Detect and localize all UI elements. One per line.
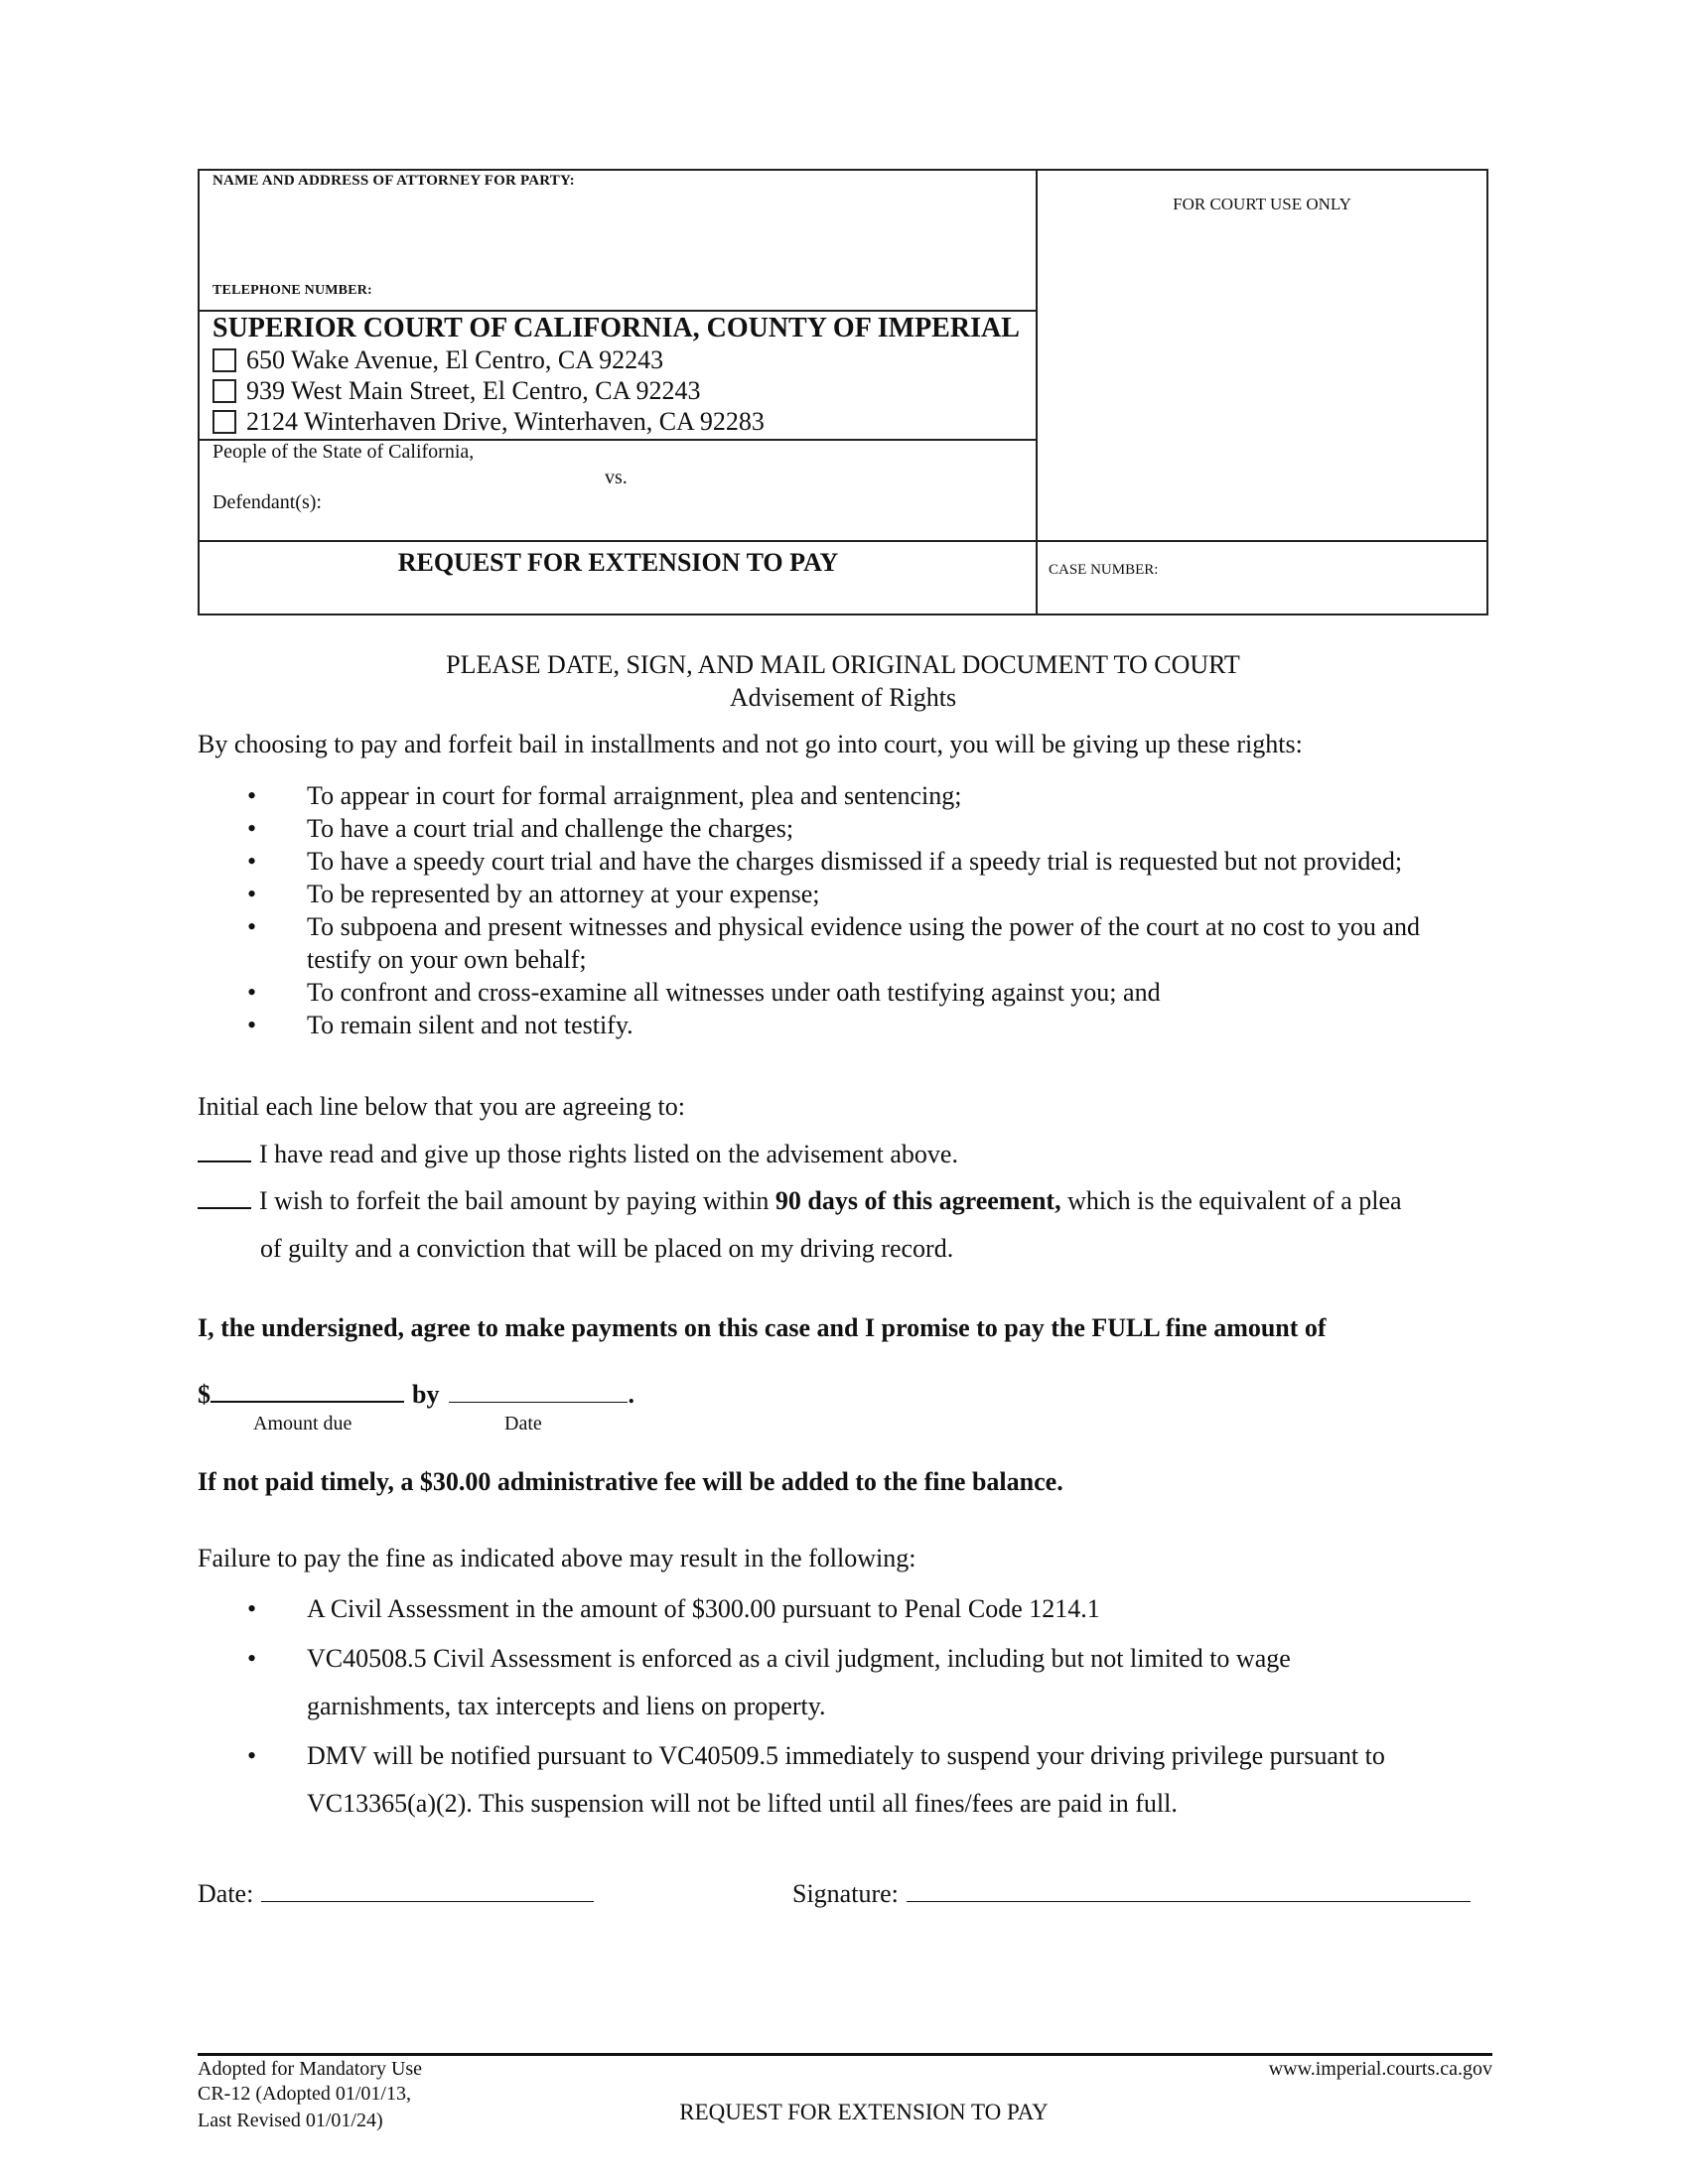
right-item: • To remain silent and not testify. [198, 1009, 1488, 1041]
rights-list [198, 779, 1488, 1041]
footer-website[interactable]: www.imperial.courts.ca.gov [1268, 2058, 1492, 2080]
amount-due-field[interactable] [211, 1400, 404, 1403]
due-date-field[interactable] [449, 1401, 628, 1403]
initial-line-1 [198, 1140, 958, 1169]
right-item: • To confront and cross-examine all witnesses under oath testifying against you; and [198, 976, 1488, 1009]
case-number-label: CASE NUMBER: [1049, 562, 1159, 578]
plaintiff-label: People of the State of California, [212, 441, 475, 463]
mail-notice: PLEASE DATE, SIGN, AND MAIL ORIGINAL DOCUMENT TO COURT [446, 650, 1240, 679]
advisement-title: Advisement of Rights [729, 683, 957, 712]
footer-adopted: Adopted for Mandatory Use [198, 2058, 423, 2080]
footer-title: REQUEST FOR EXTENSION TO PAY [679, 2100, 1049, 2124]
consequences-intro: Failure to pay the fine as indicated above may result in the following: [198, 1544, 916, 1572]
form-title: REQUEST FOR EXTENSION TO PAY [397, 548, 839, 577]
attorney-label: NAME AND ADDRESS OF ATTORNEY FOR PARTY: [212, 173, 575, 189]
address-text-1: 650 Wake Avenue, El Centro, CA 92243 [246, 345, 664, 374]
address-option-2[interactable] [212, 376, 700, 406]
address-text-2: 939 West Main Street, El Centro, CA 92243 [246, 376, 701, 405]
consequence-item: • A Civil Assessment in the amount of $300.00 pursuant to Penal Code 1214.1 [198, 1585, 1488, 1633]
agreement-statement: I, the undersigned, agree to make payments on this case and I promise to pay the FULL fine amount of [198, 1313, 1327, 1342]
right-item: • To have a speedy court trial and have the charges dismissed if a speedy trial is requested but not provided; [198, 845, 1488, 878]
initial-field-1[interactable] [198, 1160, 251, 1162]
address-option-3[interactable] [212, 407, 765, 437]
right-item: • To appear in court for formal arraignment, plea and sentencing; [198, 779, 1488, 812]
date-caption: Date [504, 1413, 542, 1434]
footer-revised: Last Revised 01/01/24) [198, 2110, 383, 2131]
signature-field[interactable] [907, 1900, 1471, 1902]
dollar-sign: $ [198, 1380, 211, 1409]
consequence-item: • VC40508.5 Civil Assessment is enforced as a civil judgment, including but not limited to wage garnishments, tax intercepts and liens on property. [198, 1635, 1488, 1730]
checkbox-address-1[interactable] [212, 348, 236, 372]
footer-form-id: CR-12 (Adopted 01/01/13, [198, 2083, 411, 2105]
signature-line [792, 1879, 1471, 1909]
late-fee-notice: If not paid timely, a $30.00 administrative fee will be added to the fine balance. [198, 1467, 1063, 1496]
initial-text-2-cont: of guilty and a conviction that will be placed on my driving record. [260, 1234, 954, 1263]
initials-intro: Initial each line below that you are agreeing to: [198, 1092, 685, 1121]
defendant-label: Defendant(s): [212, 491, 322, 513]
checkbox-address-2[interactable] [212, 379, 236, 403]
consequence-item: • DMV will be notified pursuant to VC40509.5 immediately to suspend your driving privilege pursuant to VC13365(a)(2). This suspension will not be lifted until all fines/fees are paid in full. [198, 1732, 1488, 1828]
telephone-label: TELEPHONE NUMBER: [212, 283, 372, 298]
caption-box [198, 169, 1488, 615]
checkbox-address-3[interactable] [212, 410, 236, 434]
address-text-3: 2124 Winterhaven Drive, Winterhaven, CA 92283 [246, 407, 765, 436]
amount-due-caption: Amount due [253, 1413, 352, 1434]
right-item: • To have a court trial and challenge the charges; [198, 812, 1488, 845]
rights-intro: By choosing to pay and forfeit bail in installments and not go into court, you will be giving up these rights: [198, 730, 1303, 758]
court-use-label: FOR COURT USE ONLY [1173, 195, 1351, 213]
vs-label: vs. [605, 467, 628, 488]
right-item: • To be represented by an attorney at your expense; [198, 878, 1488, 910]
payment-line [198, 1380, 634, 1410]
initial-text-2-bold: 90 days of this agreement, [774, 1186, 1061, 1215]
right-item: • To subpoena and present witnesses and physical evidence using the power of the court at no cost to you and testify on your own behalf; [198, 910, 1488, 976]
period: . [628, 1380, 634, 1409]
initial-text-2-post: which is the equivalent of a plea [1060, 1186, 1402, 1215]
date-field[interactable] [261, 1900, 594, 1902]
initial-text-2-pre: I wish to forfeit the bail amount by paying within [259, 1186, 775, 1215]
date-label: Date: [198, 1879, 254, 1908]
by-label: by [412, 1380, 440, 1409]
initial-line-2 [198, 1186, 1402, 1216]
signature-label: Signature: [792, 1879, 899, 1908]
initial-field-2[interactable] [198, 1206, 251, 1209]
consequences-list [198, 1585, 1488, 1830]
court-divider [200, 310, 1037, 312]
initial-text-1: I have read and give up those rights listed on the advisement above. [259, 1140, 958, 1168]
footer-rule [198, 2053, 1492, 2056]
court-name: SUPERIOR COURT OF CALIFORNIA, COUNTY OF IMPERIAL [212, 313, 1020, 343]
title-divider [200, 540, 1488, 542]
address-option-1[interactable] [212, 345, 663, 375]
date-line [198, 1879, 594, 1909]
